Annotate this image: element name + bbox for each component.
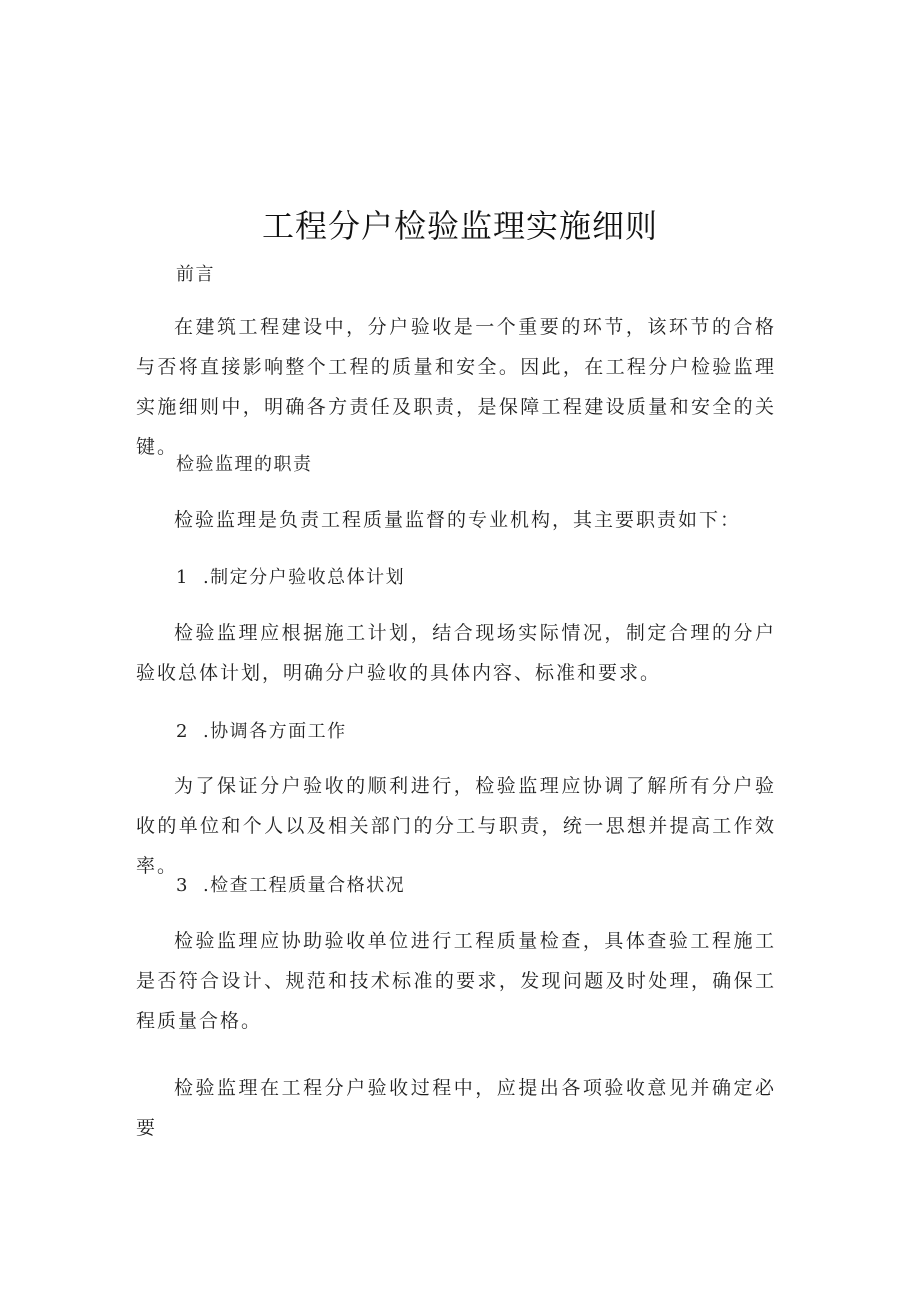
- item-3-heading: [176, 866, 405, 906]
- item-1-number: 1: [176, 567, 189, 588]
- item-3-number: 3: [176, 875, 189, 896]
- item-2-title: .协调各方面工作: [202, 721, 347, 742]
- item-2-paragraph: 为了保证分户验收的顺利进行，检验监理应协调了解所有分户验收的单位和个人以及相关部门的分工与职责，统一思想并提高工作效率。: [136, 775, 776, 877]
- preface-paragraph: 在建筑工程建设中，分户验收是一个重要的环节，该环节的合格与否将直接影响整个工程的质量和安全。因此，在工程分户检验监理实施细则中，明确各方责任及职责，是保障工程建设质量和安全的关键。: [136, 316, 776, 458]
- item-2-heading: [176, 712, 347, 752]
- continuation-paragraph: 检验监理在工程分户验收过程中，应提出各项验收意见并确定必要: [136, 1077, 776, 1139]
- item-3-title: .检查工程质量合格状况: [202, 875, 406, 896]
- document-title: 工程分户检验监理实施细则: [261, 207, 658, 245]
- item-1-title: .制定分户验收总体计划: [202, 567, 406, 588]
- preface-heading: 前言: [176, 264, 215, 285]
- item-2-number: 2: [176, 721, 189, 742]
- duties-paragraph: 检验监理是负责工程质量监督的专业机构，其主要职责如下：: [174, 509, 742, 531]
- item-3-paragraph: 检验监理应协助验收单位进行工程质量检查，具体查验工程施工是否符合设计、规范和技术标准的要求，发现问题及时处理，确保工程质量合格。: [136, 930, 776, 1032]
- duties-heading: 检验监理的职责: [176, 454, 313, 475]
- item-1-paragraph: 检验监理应根据施工计划，结合现场实际情况，制定合理的分户验收总体计划，明确分户验收的具体内容、标准和要求。: [136, 622, 776, 684]
- item-1-heading: [176, 558, 405, 598]
